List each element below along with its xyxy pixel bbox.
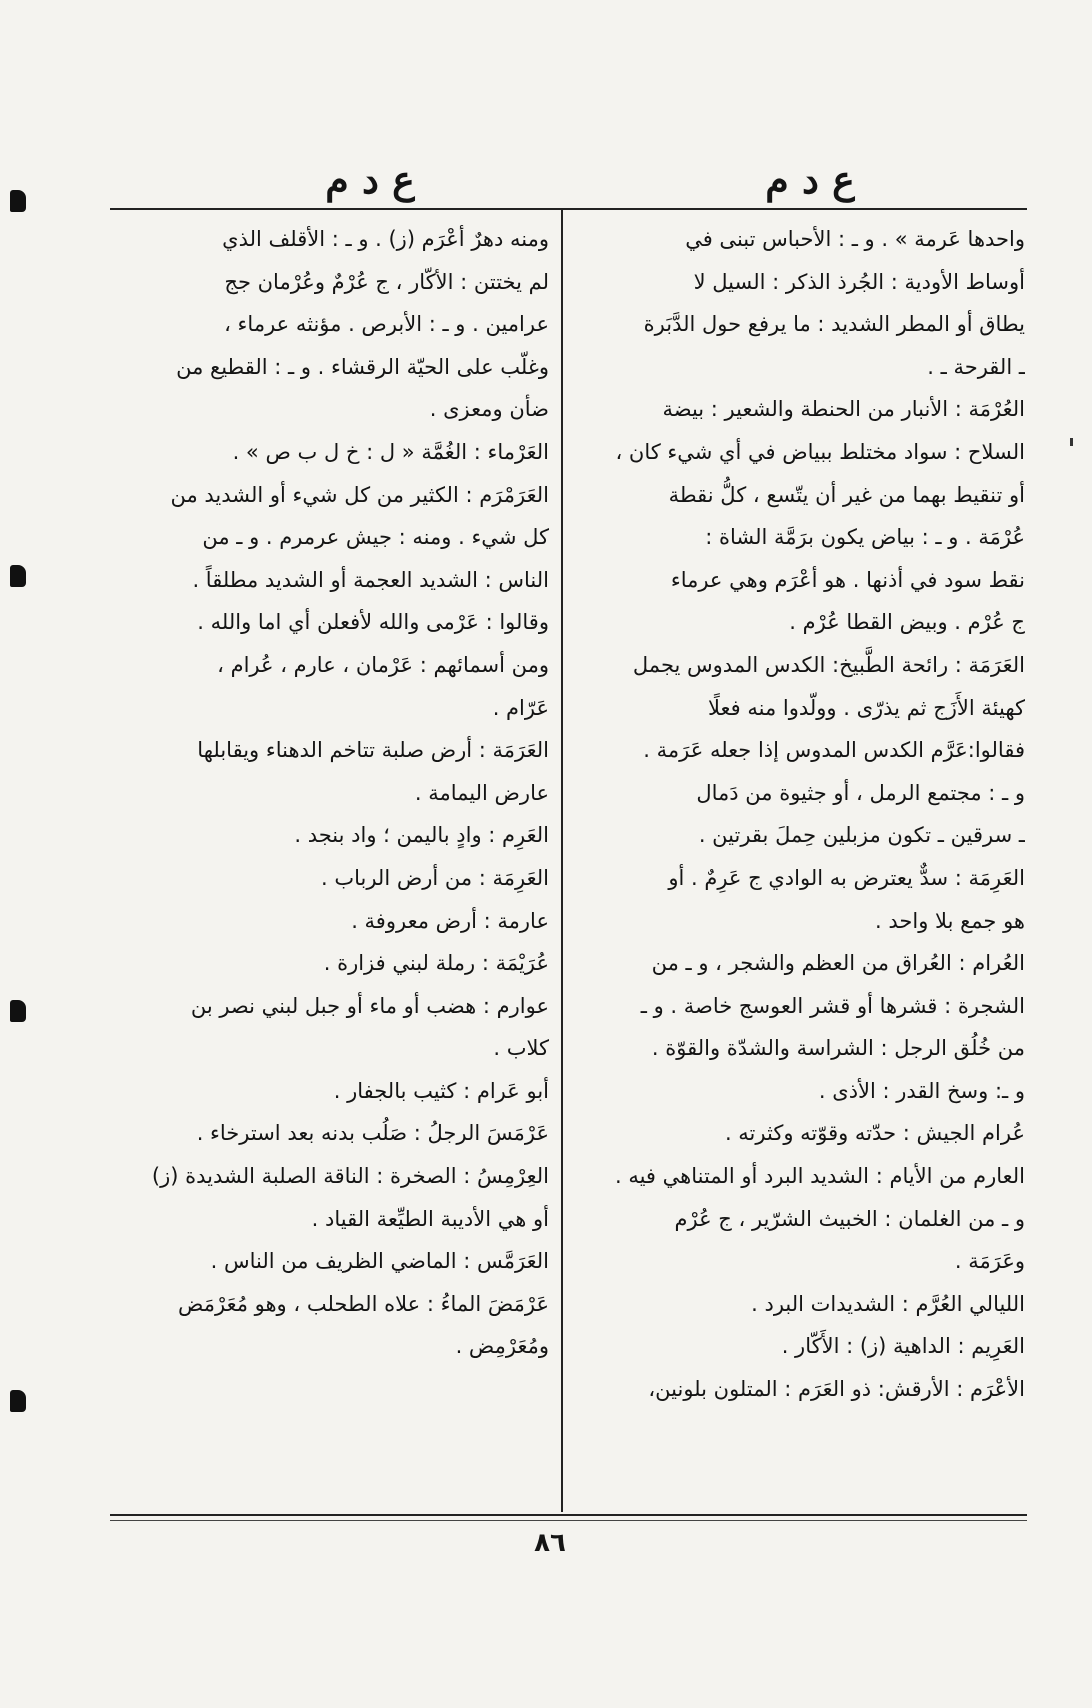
entry-line: يطاق أو المطر الشديد : ما يرفع حول الدَّبَرة bbox=[643, 312, 1025, 337]
entry-line: نقط سود في أذنها . هو أعْرَم وهي عرماء bbox=[670, 567, 1025, 592]
entry-line: من خُلُق الرجل : الشراسة والشدّة والقوّة . bbox=[651, 1036, 1025, 1061]
entry-line: ومنه دهرٌ أعْرَم (ز) . و ـ : الأقلف الذي bbox=[222, 227, 549, 251]
entry-line: العَرِم : وادٍ باليمن ؛ واد بنجد . bbox=[294, 823, 549, 848]
scan-mark bbox=[10, 190, 26, 212]
entry-line: عَرْمَضَ الماءُ : علاه الطحلب ، وهو مُعَرْمَض bbox=[178, 1291, 549, 1316]
entry-line: أوساط الأودية : الجُرذ الذكر : السيل لا bbox=[693, 269, 1025, 294]
entry-line: العَرَمَّس : الماضي الظريف من الناس . bbox=[210, 1249, 549, 1274]
entry-line: ومُعَرْمِض . bbox=[455, 1334, 549, 1359]
entry-line: ج عُرْم . وبيض القطا عُرْم . bbox=[789, 610, 1025, 635]
entry-line: عَرْمَسَ الرجلُ : صَلُب بدنه بعد استرخاء . bbox=[196, 1121, 549, 1146]
entry-line: العَرَمَة : رائحة الطَّبيخ: الكدس المدوس يجمل bbox=[632, 652, 1025, 677]
entry-line: العُرام : العُراق من العظم والشجر ، و ـ من bbox=[651, 951, 1025, 976]
entry-line: العَرَمْرَم : الكثير من كل شيء أو الشديد من bbox=[170, 482, 549, 507]
entry-line: و ـ : مجتمع الرمل ، أو جثيوة من دَمال bbox=[696, 780, 1025, 805]
entry-line: أو تنقيط بهما من غير أن يتّسع ، كلُّ نقطة bbox=[668, 482, 1025, 507]
entry-line: و ـ: وسخ القدر : الأذى . bbox=[818, 1078, 1025, 1103]
entry-line: ضأن ومعزى . bbox=[429, 397, 549, 422]
scan-mark bbox=[10, 1390, 26, 1412]
scan-mark bbox=[10, 1000, 26, 1022]
entry-line: ـ سرقين ـ تكون مزبلين حِملَ بقرتين . bbox=[698, 823, 1025, 848]
entry-line: هو جمع بلا واحد . bbox=[875, 908, 1025, 933]
entry-line: أبو عَرام : كثيب بالجفار . bbox=[333, 1078, 549, 1103]
entry-line: العُرْمَة : الأنبار من الحنطة والشعير : بيضة bbox=[662, 397, 1025, 422]
entry-line: العَرَمَة : أرض صلبة تتاخم الدهناء ويقابلها bbox=[197, 738, 549, 763]
scan-speck bbox=[1070, 438, 1073, 446]
entry-line: عُرام الجيش : حدّته وقوّته وكثرته . bbox=[724, 1121, 1025, 1146]
running-header-right: ع د م bbox=[765, 157, 855, 202]
entry-line: أو هي الأديبة الطيِّعة القياد . bbox=[311, 1206, 549, 1231]
right-column bbox=[575, 218, 1025, 1411]
entry-line: العَرِمَة : من أرض الرباب . bbox=[320, 865, 549, 890]
entry-line: لم يختتن : الأكّار ، ج عُرْمٌ وعُرْمان جج bbox=[224, 269, 549, 294]
entry-line: السلاح : سواد مختلط ببياض في أي شيء كان ، bbox=[615, 439, 1025, 464]
entry-line: واحدها عَرمة » . و ـ : الأحباس تبنى في bbox=[685, 227, 1025, 251]
entry-line: وغلّب على الحيّة الرقشاء . و ـ : القطيع من bbox=[176, 354, 549, 379]
page-number: ٨٦ bbox=[534, 1528, 566, 1558]
entry-line: و ـ من الغلمان : الخبيث الشرّير ، ج عُرْم bbox=[674, 1206, 1025, 1231]
entry-line: الأعْرَم : الأرقش: ذو العَرَم : المتلون بلونين، bbox=[648, 1377, 1025, 1402]
entry-line: الناس : الشديد العجمة أو الشديد مطلقاً . bbox=[192, 567, 549, 592]
entry-line: كهيئة الأَزَج ثم يذرّى . وولّدوا منه فعلًا bbox=[707, 695, 1025, 720]
entry-line: عَرّام . bbox=[492, 695, 549, 720]
entry-line: عارمة : أرض معروفة . bbox=[351, 908, 549, 933]
entry-line: العَرِمَة : سدٌّ يعترض به الوادي ج عَرِمٌ . أو bbox=[668, 865, 1025, 890]
column-divider bbox=[561, 210, 563, 1512]
running-header-left: ع د م bbox=[325, 157, 415, 202]
entry-line: وعَرَمَة . bbox=[954, 1249, 1025, 1274]
left-column bbox=[112, 218, 549, 1368]
entry-line: العِرْمِسُ : الصخرة : الناقة الصلبة الشديدة (ز) bbox=[151, 1164, 549, 1189]
entry-line: عوارم : هضب أو ماء أو جبل لبني نصر بن bbox=[190, 993, 549, 1018]
entry-line: الليالي العُرَّم : الشديدات البرد . bbox=[751, 1291, 1025, 1316]
scan-mark bbox=[10, 565, 26, 587]
bottom-rule-thin bbox=[110, 1520, 1027, 1521]
entry-line: ومن أسمائهم : عَرْمان ، عارم ، عُرام ، bbox=[217, 652, 549, 677]
entry-line: عرامين . و ـ : الأبرص . مؤنثه عرماء ، bbox=[224, 312, 549, 337]
entry-line: ـ القرحة ـ . bbox=[927, 354, 1025, 379]
top-rule bbox=[110, 208, 1027, 210]
entry-line: وقالوا : عَرْمى والله لأفعلن أي اما والله . bbox=[197, 610, 549, 635]
entry-line: العَرِيم : الداهية (ز) : الأَكّار . bbox=[781, 1334, 1025, 1359]
entry-line: كل شيء . ومنه : جيش عرمرم . و ـ من bbox=[202, 525, 549, 550]
entry-line: فقالوا:عَرَّم الكدس المدوس إذا جعله عَرَمة . bbox=[643, 738, 1025, 763]
entry-line: عُرَيْمَة : رملة لبني فزارة . bbox=[323, 951, 549, 976]
entry-line: عارض اليمامة . bbox=[414, 780, 549, 805]
bottom-rule bbox=[110, 1514, 1027, 1516]
entry-line: العَرْماء : الغُمَّة « ل : خ ل ب ص » . bbox=[232, 439, 549, 464]
entry-line: عُرْمَة . و ـ : بياض يكون برَمَّة الشاة : bbox=[705, 525, 1025, 550]
entry-line: الشجرة : قشرها أو قشر العوسج خاصة . و ـ bbox=[640, 993, 1025, 1018]
entry-line: كلاب . bbox=[493, 1036, 549, 1061]
entry-line: العارم من الأيام : الشديد البرد أو المتناهي فيه . bbox=[614, 1164, 1025, 1189]
